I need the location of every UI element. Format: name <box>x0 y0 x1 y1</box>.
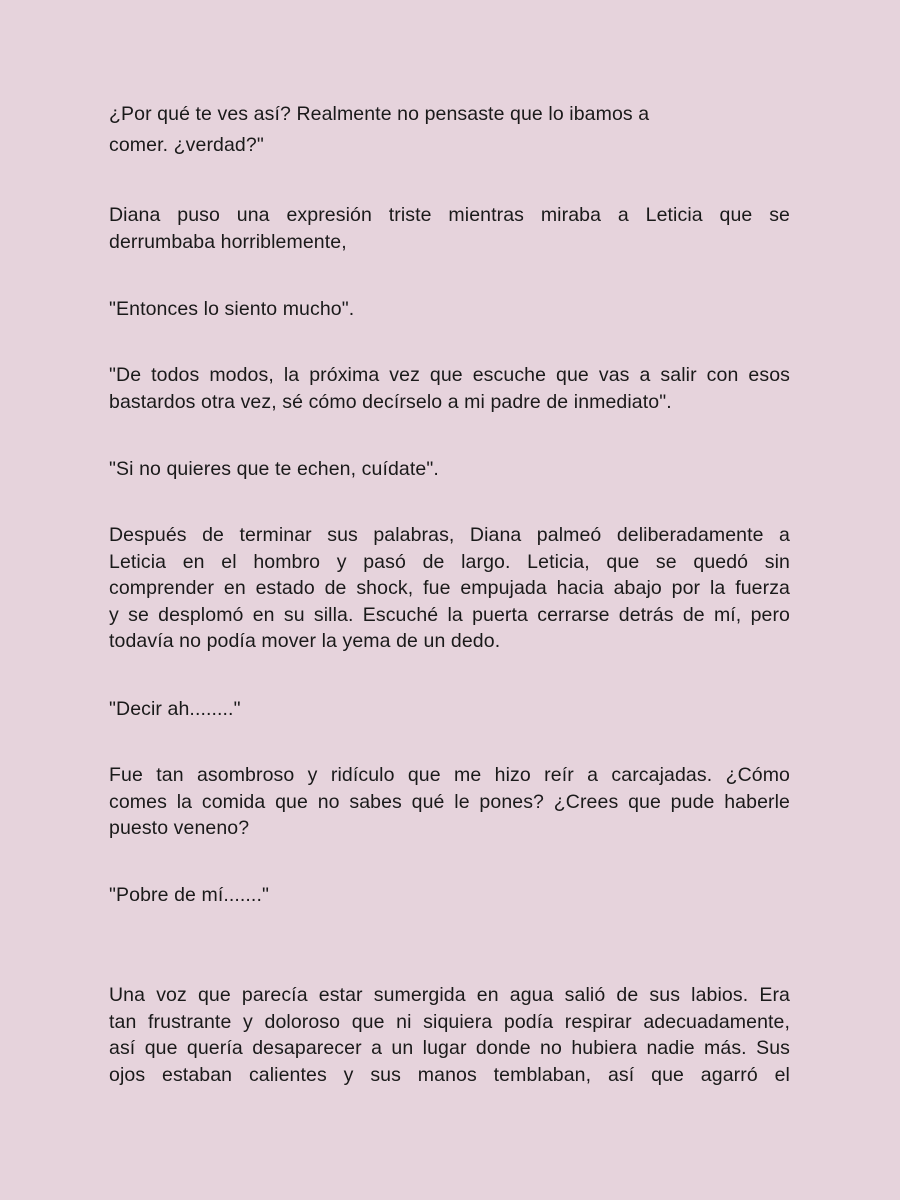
paragraph-8 <box>109 762 790 842</box>
text-line: "Pobre de mí......." <box>109 884 269 906</box>
text-line: "Si no quieres que te echen, cuídate". <box>109 458 439 480</box>
paragraph-2 <box>109 202 790 255</box>
text-line: Una voz que parecía estar sumergida en agua salió de sus labios. Era <box>109 984 790 1006</box>
text-line: tan frustrante y doloroso que ni siquiera podía respirar adecuadamente, <box>109 1010 790 1033</box>
text-line: comes la comida que no sabes qué le pones? ¿Crees que pude haberle <box>109 790 790 813</box>
text-line: "Decir ah........" <box>109 698 241 720</box>
text-line: Diana puso una expresión triste mientras miraba a Leticia que se <box>109 204 790 226</box>
text-line: derrumbaba horriblemente, <box>109 230 347 253</box>
paragraph-7 <box>109 696 790 723</box>
text-line: ¿Por qué te ves así? Realmente no pensaste que lo ibamos a <box>109 103 650 125</box>
text-line: comprender en estado de shock, fue empujada hacia abajo por la fuerza <box>109 577 790 599</box>
paragraph-9 <box>109 882 790 909</box>
paragraph-5 <box>109 456 790 483</box>
paragraph-3 <box>109 296 790 323</box>
paragraph-4 <box>109 362 790 415</box>
paragraph-10 <box>109 982 790 1088</box>
text-line: Leticia en el hombro y pasó de largo. Leticia, que se quedó sin <box>109 550 790 573</box>
text-line: así que quería desaparecer a un lugar donde no hubiera nadie más. Sus <box>109 1037 790 1059</box>
text-line: comer. ¿verdad?" <box>109 133 264 156</box>
text-line: ojos estaban calientes y sus manos temblaban, así que agarró el <box>109 1063 790 1086</box>
text-line: Después de terminar sus palabras, Diana palmeó deliberadamente a <box>109 524 790 546</box>
text-line: Fue tan asombroso y ridículo que me hizo reír a carcajadas. ¿Cómo <box>109 764 790 786</box>
text-line: puesto veneno? <box>109 817 250 839</box>
paragraph-1 <box>109 101 790 158</box>
text-line: y se desplomó en su silla. Escuché la puerta cerrarse detrás de mí, pero <box>109 603 790 626</box>
text-line: bastardos otra vez, sé cómo decírselo a mi padre de inmediato". <box>109 390 672 413</box>
text-line: "De todos modos, la próxima vez que escuche que vas a salir con esos <box>109 364 790 386</box>
paragraph-6 <box>109 522 790 655</box>
text-line: "Entonces lo siento mucho". <box>109 298 355 320</box>
text-line: todavía no podía mover la yema de un dedo. <box>109 630 501 652</box>
